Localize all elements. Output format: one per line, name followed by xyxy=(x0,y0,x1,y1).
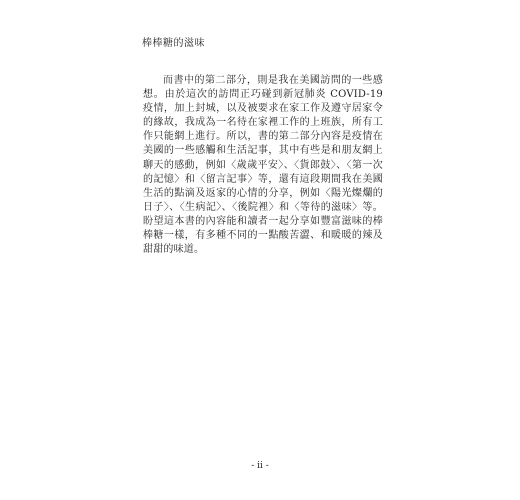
body-paragraph: 而書中的第二部分，則是我在美國訪問的一些感想。由於這次的訪問正巧碰到新冠肺炎 COVID-19 疫情，加上封城，以及被要求在家工作及遵守居家令的緣故，我成為一名待在家裡工作的上班族，所有工作只能網上進行。所以，書的第二部分內容是疫情在美國的一些感觸和生活記事，其中有些是和朋友網上聊天的感動，例如〈歲歲平安〉、〈貨郎鼓〉、〈第一次的記憶〉和〈留言記事〉等，還有這段期間我在美國生活的點滴及返家的心情的分享，例如〈陽光燦爛的日子〉、〈生病記〉、〈後院裡〉和〈等待的滋味〉等。盼望這本書的內容能和讀者一起分享如豐富滋味的棒棒糖一樣，有多種不同的一點酸苦澀、和暖暖的辣及甜甜的味道。 xyxy=(143,75,383,256)
running-header: 棒棒糖的滋味 xyxy=(142,38,205,49)
page-number: - ii - xyxy=(251,461,269,471)
